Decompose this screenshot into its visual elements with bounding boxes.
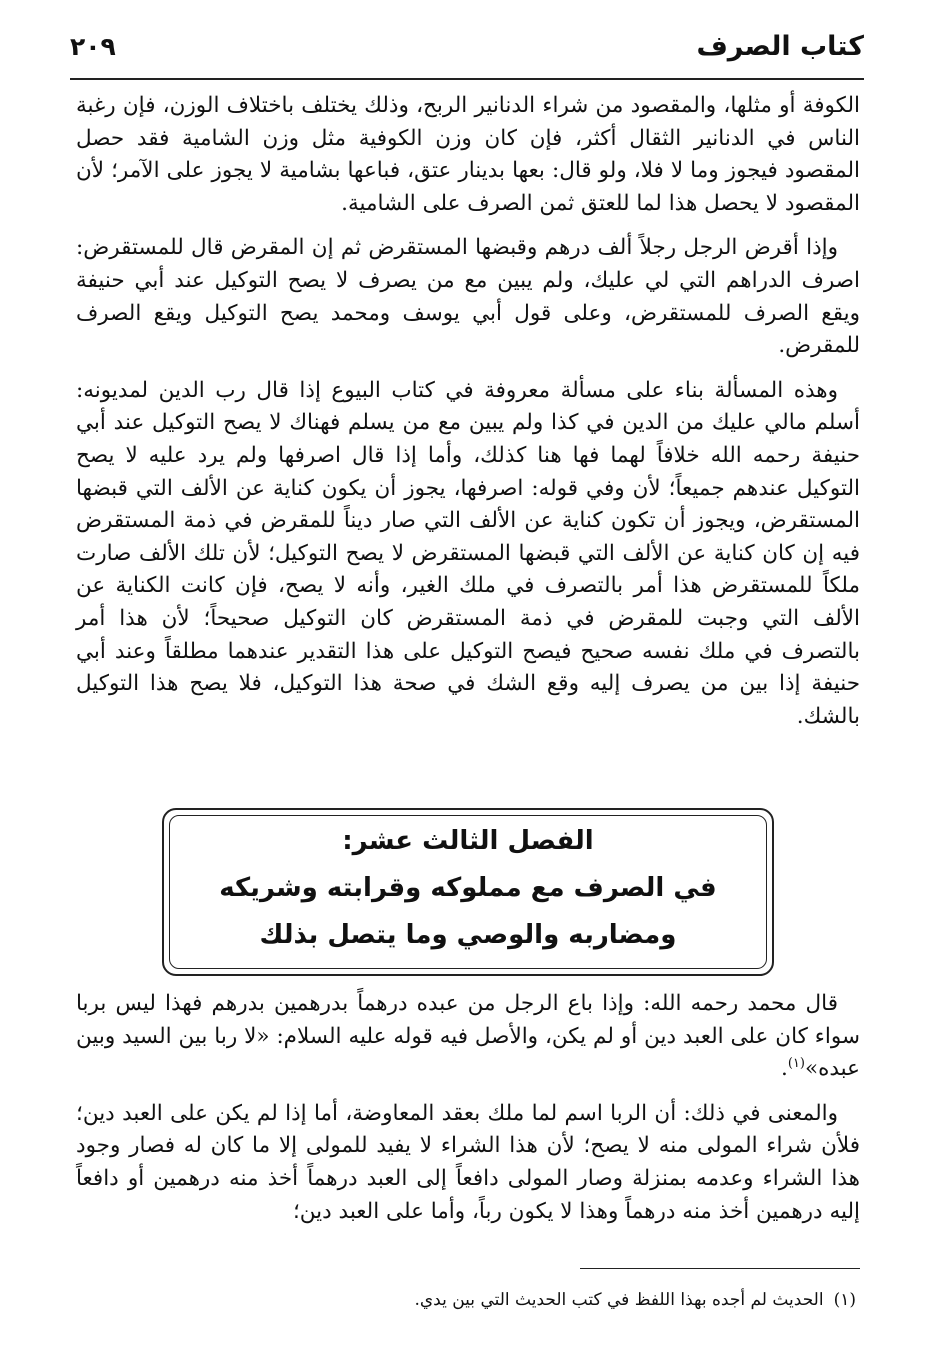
paragraph: الكوفة أو مثلها، والمقصود من شراء الدنانير الربح، وذلك يختلف باختلاف الوزن، فإن رغبة الناس في الدنانير الثقال أكثر، فإن كان وزن الكوفية مثل وزن الشامية فقد حصل المقصود فيجوز وما لا فلا، ولو قال: بعها بدينار عتق، فباعها بشامية لا يجوز على الآمر؛ لأن المقصود لا يحصل هذا لما للعتق ثمن الصرف على الشامية. bbox=[76, 93, 860, 216]
paragraph bbox=[76, 988, 860, 1086]
chapter-title-line-1: في الصرف مع مملوكه وقرابته وشريكه bbox=[219, 873, 717, 903]
footnote-text: الحديث لم أجده بهذا اللفظ في كتب الحديث التي بين يدي. bbox=[414, 1290, 824, 1310]
main-text-bottom bbox=[76, 988, 860, 1240]
running-title: كتاب الصرف bbox=[696, 31, 864, 62]
page-header bbox=[70, 28, 864, 72]
paragraph: وهذه المسألة بناء على مسألة معروفة في كتاب البيوع إذا قال رب الدين لمديونه: أسلم مالي عليك من الدين في كذا ولم يبين مع من يسلم فهناك لا يصح التوكيل عند أبي حنيفة رحمه الله خلافاً لهما فها هنا كذلك، وأما إذا قال اصرفها ولم يرد عليه لا يصح التوكيل عندهم جميعاً؛ لأن وفي قوله: اصرفها، يجوز أن يكون كناية عن الألف التي قبضها المستقرض، ويجوز أن تكون كناية عن الألف التي صار ديناً للمقرض في ذمة المستقرض فيه إن كان كناية عن الألف التي قبضها المستقرض لا يصح التوكيل؛ لأن تلك الألف صارت ملكاً للمستقرض هذا أمر بالتصرف في ملك الغير، وأنه لا يصح، فإن كانت الكناية عن الألف التي وجبت للمقرض في ذمة المستقرض كان التوكيل صحيحاً؛ لأن هذا أمر بالتصرف في ملك نفسه صحيح فيصح التوكيل على هذا التقدير عندهما مطلقاً وعند أبي حنيفة إذا بين من يصرف إليه وقع الشك في صحة هذا التوكيل، فلا يصح هذا التوكيل بالشك. bbox=[76, 377, 860, 729]
paragraph-tail: . bbox=[780, 1056, 788, 1082]
header-divider bbox=[70, 78, 864, 80]
footnote-marker: (١) bbox=[833, 1290, 856, 1310]
page-number: ٢٠٩ bbox=[70, 32, 116, 61]
paragraph-text: والمعنى في ذلك: أن الربا اسم لما ملك بعقد المعاوضة، أما إذا لم يكن على العبد دين؛ فلأن شراء المولى منه لا يصح؛ لأن هذا الشراء لا يفيد للمولى إلا ما كان له فصار وجود هذا الشراء وعدمه بمنزلة وصار المولى دافعاً إلى العبد درهماً أخذ منه درهمين أو دافعاً إليه درهمين أخذ منه درهماً وهذا لا يكون رباً، وأما على العبد دين؛ bbox=[76, 1100, 860, 1224]
footnote-divider bbox=[580, 1268, 860, 1269]
paragraph bbox=[76, 1098, 860, 1228]
footnote-reference: (١) bbox=[787, 1056, 805, 1072]
chapter-heading bbox=[169, 815, 767, 969]
chapter-heading-box bbox=[162, 808, 774, 976]
chapter-number: الفصل الثالث عشر: bbox=[342, 826, 594, 856]
paragraph: وإذا أقرض الرجل رجلاً ألف درهم وقبضها المستقرض ثم إن المقرض قال للمستقرض: اصرف الدراهم التي لي عليك، ولم يبين مع من يصرف لا يصح التوكيل عند أبي حنيفة ويقع الصرف للمستقرض، وعلى قول أبي يوسف ومحمد يصح التوكيل ويقع الصرف للمقرض. bbox=[76, 235, 860, 359]
footnote bbox=[76, 1288, 856, 1312]
paragraph-text: قال محمد رحمه الله: وإذا باع الرجل من عبده درهماً بدرهمين بدرهم فهذا ليس بربا سواء كان على العبد دين أو لم يكن، والأصل فيه قوله عليه السلام: «لا ربا بين السيد وبين عبده» bbox=[76, 991, 860, 1082]
main-text-top bbox=[76, 90, 860, 745]
chapter-title-line-2: ومضاربه والوصي وما يتصل بذلك bbox=[259, 920, 677, 950]
